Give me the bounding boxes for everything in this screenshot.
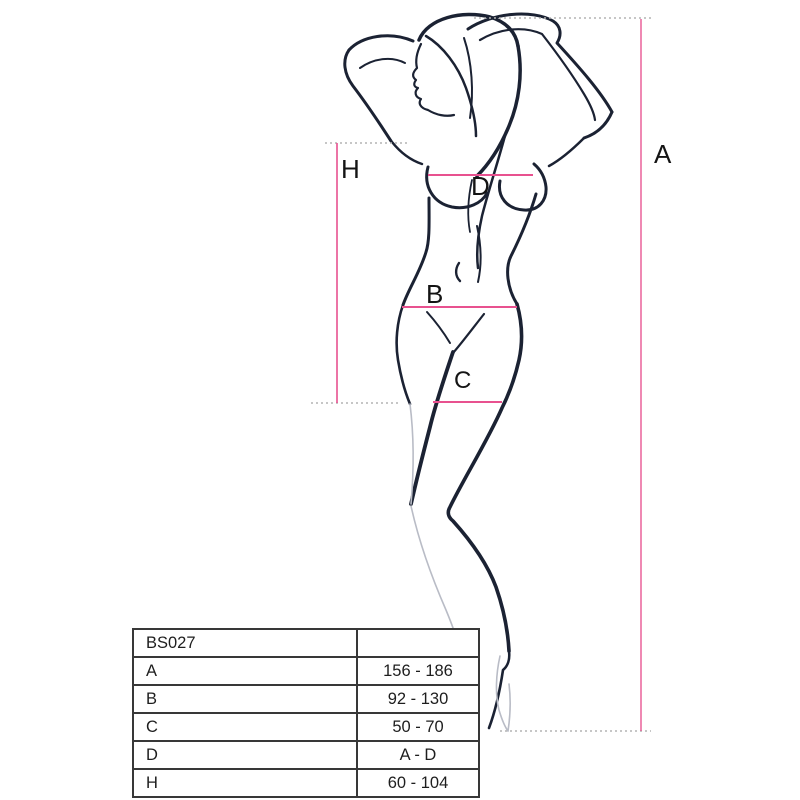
figure-breast-right xyxy=(499,164,546,210)
measure-label-h: H xyxy=(341,154,360,184)
size-table-product-code: BS027 xyxy=(133,629,357,657)
table-row xyxy=(133,657,479,685)
figure-groin-left xyxy=(427,312,450,343)
figure-right-chest-side xyxy=(549,138,584,166)
measure-label-d: D xyxy=(471,171,490,201)
figure-faint-right-foot-back xyxy=(508,684,510,731)
size-table-value-h: 60 - 104 xyxy=(357,769,479,797)
dotted-guide-lines xyxy=(311,18,651,731)
female-figure-line-art xyxy=(345,14,612,728)
size-table-label-d: D xyxy=(133,741,357,769)
size-table-value-b: 92 - 130 xyxy=(357,685,479,713)
size-table-value-c: 50 - 70 xyxy=(357,713,479,741)
figure-right-arm-inner xyxy=(480,29,595,120)
size-table-label-h: H xyxy=(133,769,357,797)
figure-right-armpit xyxy=(584,112,612,138)
table-row xyxy=(133,741,479,769)
figure-right-arm-outer xyxy=(468,14,612,112)
figure-navel xyxy=(456,263,460,281)
figure-faint-thigh xyxy=(410,404,413,504)
measure-label-b: B xyxy=(426,279,444,309)
size-table-label-c: C xyxy=(133,713,357,741)
size-table-label-b: B xyxy=(133,685,357,713)
table-row xyxy=(133,769,479,797)
size-table-value-a: 156 - 186 xyxy=(357,657,479,685)
figure-hip-right-leg xyxy=(448,304,521,651)
size-table-label-a: A xyxy=(133,657,357,685)
figure-hip-left xyxy=(397,305,410,404)
size-table-header-row xyxy=(133,629,479,657)
figure-left-forearm-inner xyxy=(360,59,405,68)
figure-left-forearm xyxy=(349,36,413,50)
figure-hair-strand-mid xyxy=(464,38,472,118)
figure-groin-right xyxy=(453,314,484,353)
figure-front-thigh-inner xyxy=(411,352,453,504)
table-row xyxy=(133,685,479,713)
table-row xyxy=(133,713,479,741)
measure-label-a: A xyxy=(654,139,672,169)
size-table xyxy=(132,628,480,798)
measure-label-c: C xyxy=(454,367,472,394)
size-table-value-d: A - D xyxy=(357,741,479,769)
size-table-header-value xyxy=(357,629,479,657)
figure-left-clavicle xyxy=(392,142,422,164)
